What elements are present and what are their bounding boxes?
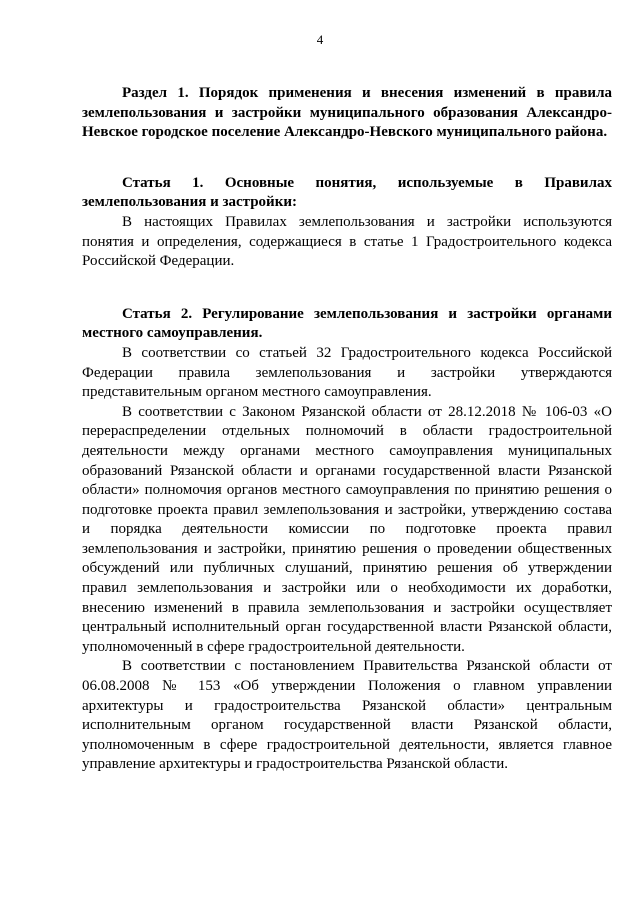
document-body [82, 84, 612, 775]
article-2-paragraph-1: В соответствии со статьей 32 Градостроительного кодекса Российской Федерации правила землепользования и застройки утверждаются представительным органом местного самоуправления. [82, 344, 612, 401]
spacer [82, 143, 612, 174]
page-number: 4 [316, 32, 324, 47]
article-1 [82, 174, 612, 272]
spacer [82, 272, 612, 305]
section-title: Раздел 1. Порядок применения и внесения изменений в правила землепользования и застройки муниципального образования Александро-Невское городское поселение Александро-Невского муниципального района. [82, 85, 612, 141]
article-2-title: Статья 2. Регулирование землепользования и застройки органами местного самоуправления. [82, 305, 612, 342]
article-2 [82, 305, 612, 775]
article-1-paragraph-1: В настоящих Правилах землепользования и застройки используются понятия и определения, содержащиеся в статье 1 Градостроительного кодекса Российской Федерации. [82, 213, 612, 270]
article-2-paragraph-3: В соответствии с постановлением Правительства Рязанской области от 06.08.2008 № 153 «Об утверждении Положения о главном управлении архитектуры и градостроительства Рязанской области» центральным исполнительным органом государственной власти Рязанской области, уполномоченным в сфере градостроительной деятельности, является главное управление архитектуры и градостроительства Рязанской области. [82, 658, 612, 773]
article-1-title: Статья 1. Основные понятия, используемые в Правилах землепользования и застройки: [82, 174, 612, 211]
article-2-paragraph-2: В соответствии с Законом Рязанской области от 28.12.2018 № 106-03 «О перераспределении отдельных полномочий в области градостроительной деятельности между органами местного самоуправления муниципальных образований Рязанской области и органами государственной власти Рязанской области» полномочия органов местного самоуправления по принятию решения о подготовке проекта правил землепользования и застройки, утверждению состава и порядка деятельности комиссии по подготовке проекта правил землепользования и застройки, принятию решения о проведении общественных обсуждений или публичных слушаний, принятию решения об утверждении правил землепользования и застройки или о необходимости их доработки, внесению изменений в правила землепользования и застройки осуществляет центральный исполнительный орган государственной власти Рязанской области, уполномоченный в сфере градостроительной деятельности. [82, 403, 612, 655]
